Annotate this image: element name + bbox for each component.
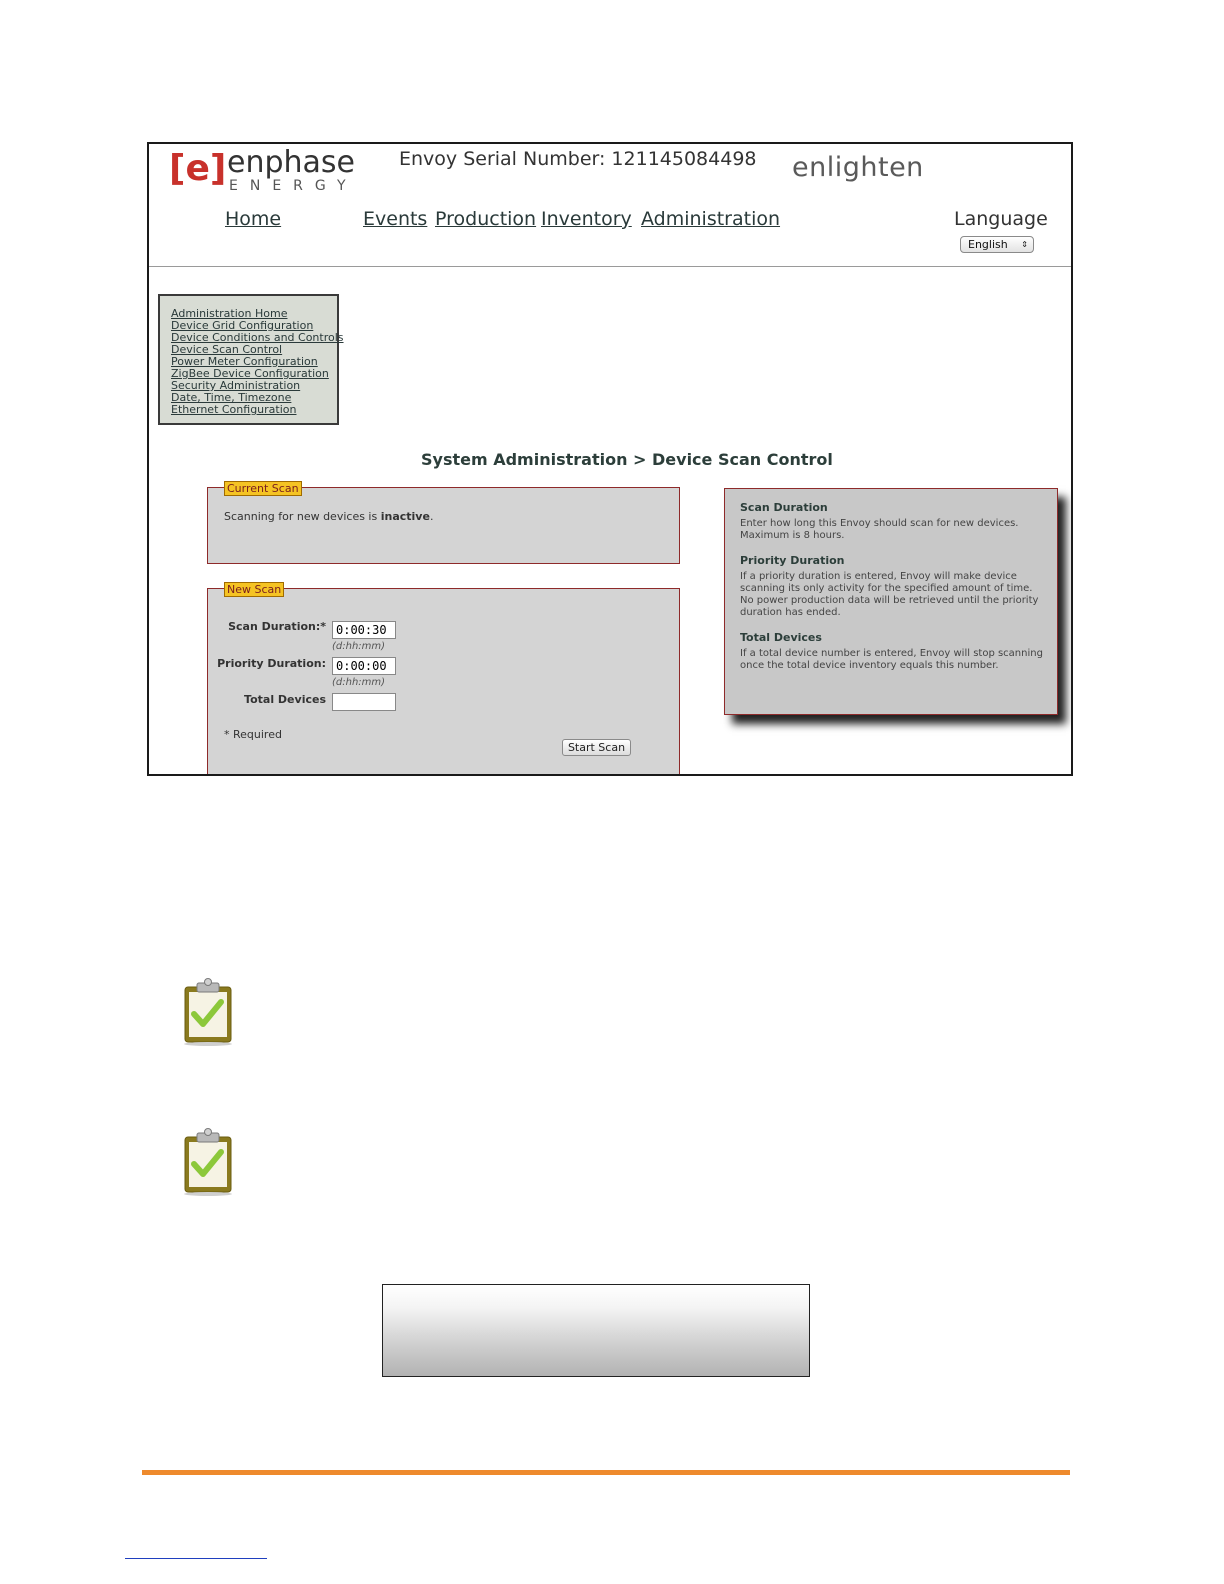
footer-link-underline bbox=[125, 1558, 267, 1559]
menu-ethernet-configuration[interactable]: Ethernet Configuration bbox=[171, 403, 297, 416]
clipboard-check-icon bbox=[181, 978, 235, 1046]
current-scan-status-text: Scanning for new devices is inactive. bbox=[224, 510, 434, 523]
new-scan-panel bbox=[207, 583, 680, 775]
menu-power-meter-configuration[interactable]: Power Meter Configuration bbox=[171, 355, 318, 368]
nav-inventory[interactable]: Inventory bbox=[541, 208, 632, 230]
nav-home[interactable]: Home bbox=[225, 208, 282, 230]
help-total-devices-text: If a total device number is entered, Envoy will stop scanning once the total device inventory equals this number. bbox=[740, 648, 1043, 671]
menu-administration-home[interactable]: Administration Home bbox=[171, 307, 288, 320]
envoy-screenshot bbox=[147, 142, 1073, 776]
priority-duration-label: Priority Duration: bbox=[217, 657, 326, 670]
language-selected: English bbox=[968, 238, 1008, 251]
gradient-box bbox=[382, 1284, 810, 1377]
enphase-logo: [e] bbox=[169, 148, 227, 189]
clipboard-check-icon bbox=[181, 1128, 235, 1196]
nav-administration[interactable]: Administration bbox=[641, 208, 781, 230]
scan-duration-hint: (d:hh:mm) bbox=[332, 641, 386, 652]
orange-rule bbox=[142, 1470, 1070, 1475]
menu-device-scan-control[interactable]: Device Scan Control bbox=[171, 343, 283, 356]
header-divider bbox=[149, 266, 1071, 267]
admin-menu bbox=[158, 294, 344, 425]
help-priority-duration-text: If a priority duration is entered, Envoy will make device scanning its only activity for the specified amount of time. No power production data will be retrieved until the priority duration has ended. bbox=[740, 571, 1039, 618]
scan-status: inactive bbox=[380, 510, 430, 523]
menu-zigbee-device-configuration[interactable]: ZigBee Device Configuration bbox=[171, 367, 329, 380]
enlighten-logo: enlighten bbox=[792, 152, 924, 183]
nav-production[interactable]: Production bbox=[435, 208, 537, 230]
scan-duration-input[interactable] bbox=[332, 621, 396, 639]
menu-device-grid-configuration[interactable]: Device Grid Configuration bbox=[171, 319, 314, 332]
language-label: Language bbox=[954, 208, 1048, 230]
new-scan-legend: New Scan bbox=[224, 582, 284, 597]
logo-wordmark: enphase bbox=[227, 145, 355, 180]
current-scan-legend: Current Scan bbox=[224, 481, 302, 496]
required-note: * Required bbox=[224, 728, 282, 741]
language-select[interactable] bbox=[960, 236, 1034, 253]
help-scan-duration-text: Enter how long this Envoy should scan for new devices. Maximum is 8 hours. bbox=[740, 518, 1019, 541]
current-scan-panel bbox=[207, 482, 680, 564]
select-arrows-icon: ⇕ bbox=[1021, 240, 1028, 249]
total-devices-input[interactable] bbox=[332, 693, 396, 711]
help-total-devices-title: Total Devices bbox=[740, 631, 822, 644]
priority-duration-input[interactable] bbox=[332, 657, 396, 675]
total-devices-label: Total Devices bbox=[244, 693, 326, 706]
scan-duration-label: Scan Duration:* bbox=[228, 620, 326, 633]
help-panel bbox=[724, 488, 1058, 715]
start-scan-button[interactable]: Start Scan bbox=[562, 739, 631, 756]
help-priority-duration-title: Priority Duration bbox=[740, 554, 845, 567]
help-scan-duration-title: Scan Duration bbox=[740, 501, 828, 514]
logo-energy: ENERGY bbox=[229, 178, 358, 194]
menu-date-time-timezone[interactable]: Date, Time, Timezone bbox=[171, 391, 292, 404]
menu-security-administration[interactable]: Security Administration bbox=[171, 379, 301, 392]
nav-events[interactable]: Events bbox=[363, 208, 428, 230]
serial-number: Envoy Serial Number: 121145084498 bbox=[399, 148, 757, 170]
priority-duration-hint: (d:hh:mm) bbox=[332, 677, 386, 688]
page-title: System Administration > Device Scan Control bbox=[421, 450, 833, 469]
menu-device-conditions-controls[interactable]: Device Conditions and Controls bbox=[171, 331, 344, 344]
